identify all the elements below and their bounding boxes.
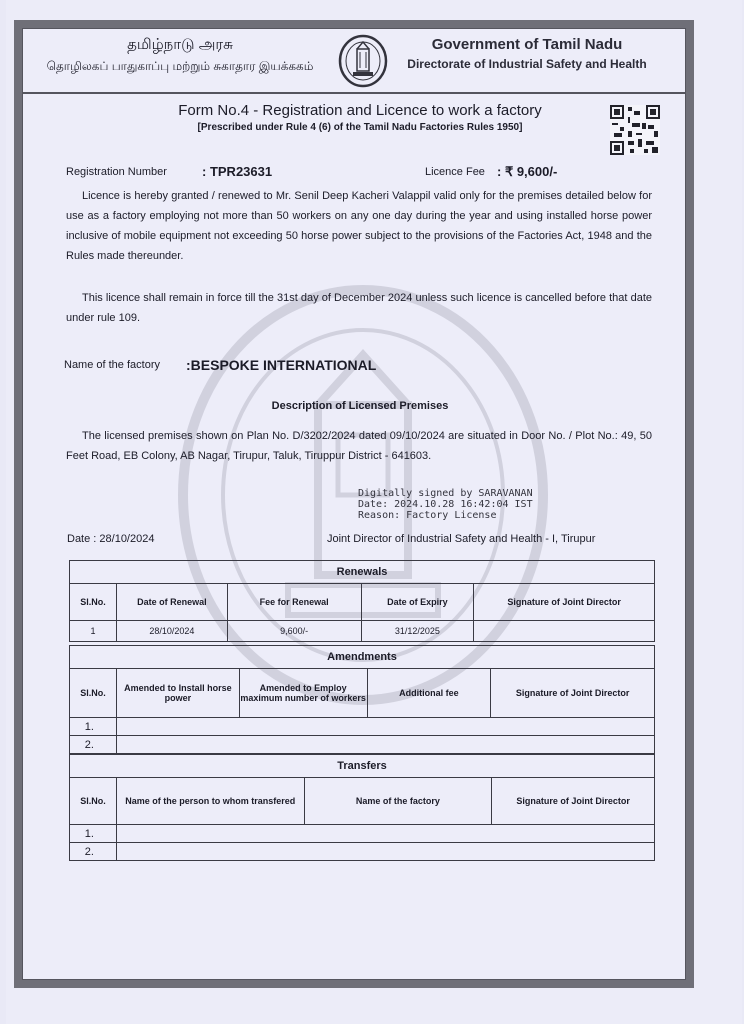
amendments-header-horsepower: Amended to Install horse power — [116, 669, 239, 718]
renewal-signature — [474, 621, 655, 642]
amendment-row-body — [116, 718, 654, 736]
transfers-header-person: Name of the person to whom transfered — [116, 778, 304, 825]
amendments-title: Amendments — [70, 646, 655, 669]
transfer-row-number: 2. — [70, 843, 117, 861]
transfers-header-factory: Name of the factory — [304, 778, 492, 825]
amendments-header-signature: Signature of Joint Director — [491, 669, 655, 718]
digital-signature — [358, 488, 533, 521]
table-row — [70, 825, 655, 843]
transfers-table — [69, 754, 655, 861]
transfers-header-signature: Signature of Joint Director — [492, 778, 655, 825]
issue-date: Date : 28/10/2024 — [67, 533, 155, 545]
renewal-expiry: 31/12/2025 — [361, 621, 474, 642]
transfers-title: Transfers — [70, 755, 655, 778]
signature-reason: Reason: Factory License — [358, 510, 497, 521]
form-subtitle: [Prescribed under Rule 4 (6) of the Tamil Nadu Factories Rules 1950] — [197, 122, 523, 133]
renewals-table — [69, 560, 655, 642]
signature-signer: Digitally signed by SARAVANAN — [358, 488, 533, 499]
transfer-row-body — [116, 825, 654, 843]
licence-grant-text: Licence is hereby granted / renewed to Mr. Senil Deep Kacheri Valappil valid only for the premises detailed below for use as a factory employing not more than 50 workers on any one day during the year and using installed horse power inclusive of mobile equipment not exceeding 50 horse power subject to the provisions of the Factories Act, 1948 and the Rules made thereunder. — [66, 190, 652, 262]
registration-number-label: Registration Number — [66, 166, 167, 178]
licence-fee-label: Licence Fee — [425, 166, 485, 178]
registration-number-value: : TPR23631 — [202, 164, 273, 179]
validity-text: This licence shall remain in force till the 31st day of December 2024 unless such licence is cancelled before that date under rule 109. — [66, 292, 652, 324]
renewals-header-date: Date of Renewal — [116, 584, 227, 621]
government-name: Government of Tamil Nadu — [431, 36, 623, 53]
premises-paragraph — [66, 426, 652, 466]
transfers-header-slno: Sl.No. — [70, 778, 117, 825]
premises-text: The licensed premises shown on Plan No. D/3202/2024 dated 09/10/2024 are situated in Door No. / Plot No.: 49, 50 Feet Road, EB Colony, AB Nagar, Tirupur, Taluk, Tiruppur District - 641603. — [66, 430, 652, 462]
renewals-header-fee: Fee for Renewal — [227, 584, 361, 621]
transfer-row-number: 1. — [70, 825, 117, 843]
amendments-table — [69, 645, 655, 754]
amendment-row-body — [116, 736, 654, 754]
premises-heading: Description of Licensed Premises — [271, 400, 449, 412]
renewals-title: Renewals — [70, 561, 655, 584]
validity-paragraph — [66, 288, 652, 328]
renewals-header-signature: Signature of Joint Director — [474, 584, 655, 621]
tamil-directorate-name: தொழிலகப் பாதுகாப்பு மற்றும் சுகாதார இயக்ககம் — [46, 59, 314, 73]
tamil-government-name: தமிழ்நாடு அரசு — [127, 36, 233, 53]
form-title: Form No.4 - Registration and Licence to work a factory — [178, 102, 542, 119]
licence-fee-value: : ₹ 9,600/- — [497, 164, 558, 179]
amendments-header-slno: Sl.No. — [70, 669, 117, 718]
renewals-header-expiry: Date of Expiry — [361, 584, 474, 621]
transfer-row-body — [116, 843, 654, 861]
table-row — [70, 736, 655, 754]
tamil-heading — [30, 36, 330, 75]
signature-date: Date: 2024.10.28 16:42:04 IST — [358, 499, 533, 510]
renewals-header-slno: Sl.No. — [70, 584, 117, 621]
renewal-date: 28/10/2024 — [116, 621, 227, 642]
renewal-slno: 1 — [70, 621, 117, 642]
factory-name-value: :BESPOKE INTERNATIONAL — [186, 357, 377, 373]
english-heading — [392, 36, 662, 71]
state-emblem-icon — [338, 34, 388, 88]
directorate-name: Directorate of Industrial Safety and Health — [407, 57, 647, 71]
amendments-header-fee: Additional fee — [367, 669, 491, 718]
table-row — [70, 718, 655, 736]
renewal-fee: 9,600/- — [227, 621, 361, 642]
table-row — [70, 621, 655, 642]
amendment-row-number: 1. — [70, 718, 117, 736]
factory-name-label: Name of the factory — [64, 359, 160, 371]
letterhead — [22, 28, 686, 94]
qr-code-icon — [610, 105, 660, 155]
licence-grant-paragraph — [66, 186, 652, 266]
table-row — [70, 843, 655, 861]
issuer-designation: Joint Director of Industrial Safety and Health - I, Tirupur — [327, 533, 596, 545]
amendment-row-number: 2. — [70, 736, 117, 754]
amendments-header-workers: Amended to Employ maximum number of workers — [239, 669, 367, 718]
